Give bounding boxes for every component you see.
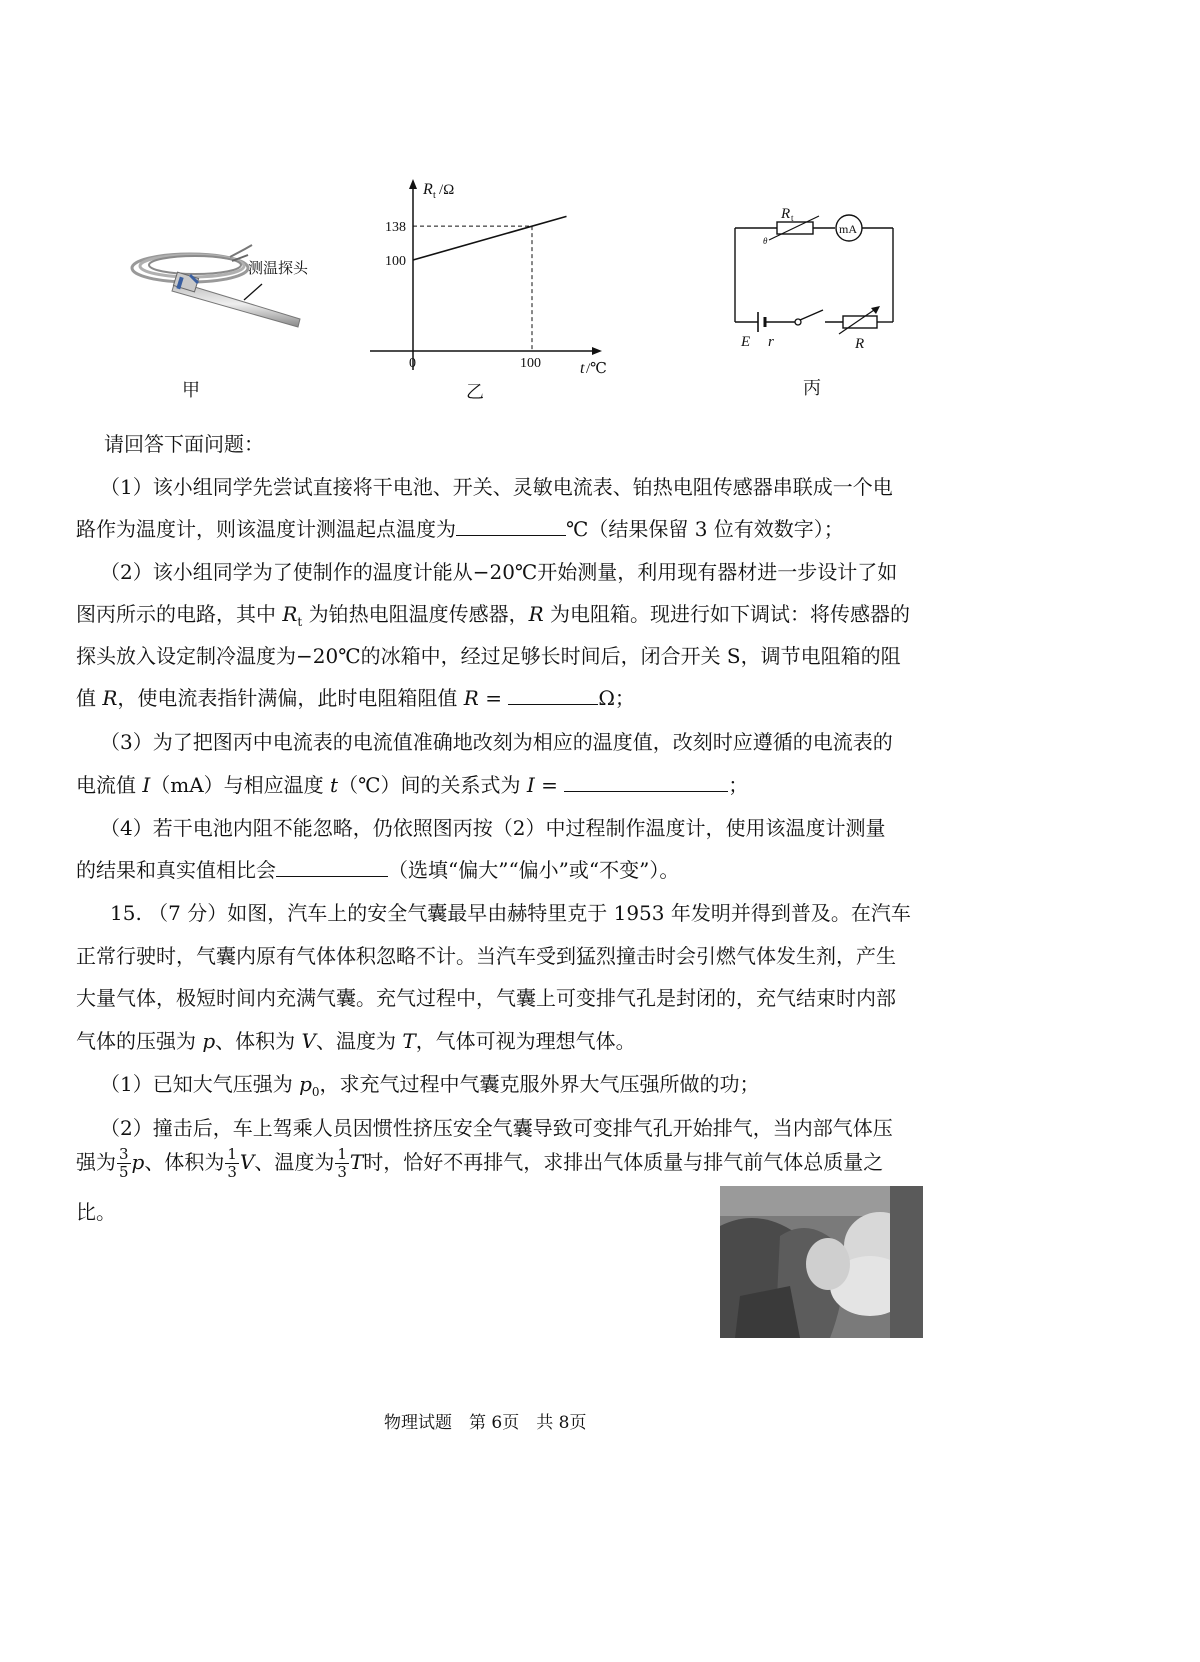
airbag-photo [720, 1186, 923, 1338]
symbol-r: R [528, 602, 544, 626]
theta-label: θ [763, 236, 768, 246]
q15-sub2-text-b: 、体积为 [144, 1150, 225, 1174]
symbol-p0: p [299, 1072, 312, 1096]
q14-part2-line1: （2）该小组同学为了使制作的温度计能从−20℃开始测量，利用现有器材进一步设计了如 [100, 560, 898, 584]
x-axis-unit: /℃ [586, 361, 607, 377]
origin-label: 0 [409, 356, 416, 371]
answer-blank-2[interactable] [508, 686, 598, 705]
rt-t-line [413, 216, 567, 260]
symbol-p0-sub: 0 [311, 1085, 320, 1099]
answer-blank-4[interactable] [276, 858, 388, 877]
symbol-r-3: R [463, 686, 479, 710]
q14-part2-text-f: Ω； [598, 686, 635, 710]
answer-blank-1[interactable] [456, 517, 566, 536]
q15-sub1 [100, 1068, 760, 1099]
q14-part2-line4 [76, 682, 635, 711]
y-tick-label-138: 138 [385, 220, 406, 236]
q14-part2-text-c: 为电阻箱。现进行如下调试：将传感器的 [543, 602, 911, 626]
internal-r-label: r [768, 334, 774, 350]
rt-label-sub: t [791, 213, 794, 223]
fraction-three-fifths [117, 1146, 131, 1181]
frac3-denominator: 3 [337, 1163, 347, 1181]
q15-sub1-text-a: （1）已知大气压强为 [100, 1072, 300, 1096]
equals-sign: = [478, 686, 509, 710]
rt-label: R [781, 206, 791, 222]
q14-part1-line1: （1）该小组同学先尝试直接将干电池、开关、灵敏电流表、铂热电阻传感器串联成一个电 [100, 475, 893, 499]
frac3-numerator: 1 [337, 1145, 347, 1163]
y-tick-label-100: 100 [385, 254, 406, 269]
figure-yi-graph [360, 170, 640, 390]
caption-bing: 丙 [803, 378, 821, 399]
q14-part1-text-b: ℃（结果保留 3 位有效数字）； [566, 517, 844, 541]
frac1-denominator: 5 [119, 1163, 129, 1181]
probe-label: 测温探头 [248, 259, 309, 277]
q14-part1-line2 [76, 513, 844, 542]
q14-part3-line1: （3）为了把图丙中电流表的电流值准确地改刻为相应的温度值，改刻时应遵循的电流表的 [100, 730, 893, 754]
fraction-one-third-t [335, 1146, 349, 1181]
q14-part2-text-d: 值 [76, 686, 103, 710]
symbol-p: p [202, 1029, 216, 1053]
x-axis-label: t [580, 360, 585, 377]
y-axis-label: R [423, 181, 433, 198]
q14-part4-line1: （4）若干电池内阻不能忽略，仍依照图丙按（2）中过程制作温度计，使用该温度计测量 [100, 816, 886, 840]
q14-part2-text-e: ，使电流表指针满偏，此时电阻箱阻值 [117, 686, 464, 710]
q15-text-a: 气体的压强为 [76, 1029, 203, 1053]
switch-lever [800, 310, 823, 320]
fraction-one-third-v [225, 1146, 239, 1181]
symbol-r-2: R [102, 686, 118, 710]
page-footer: 物理试题 第 6页 共 8页 [384, 1413, 587, 1433]
q14-part3-text-c: （℃）间的关系式为 [338, 773, 527, 797]
q15-sub2-text-c: 、温度为 [254, 1150, 335, 1174]
caption-jia: 甲 [182, 380, 200, 401]
q15-sub2-line3: 比。 [76, 1200, 116, 1224]
symbol-temp-t-2: T [349, 1150, 364, 1174]
q14-part4-text-a: 的结果和真实值相比会 [76, 858, 276, 882]
q14-part3-text-b: （mA）与相应温度 [150, 773, 331, 797]
q14-part2-line3: 探头放入设定制冷温度为−20℃的冰箱中，经过足够长时间后，闭合开关 S，调节电阻箱的阻 [76, 644, 901, 668]
symbol-rt: R [282, 602, 298, 626]
q15-sub1-text-b: ，求充气过程中气囊克服外界大气压强所做的功； [319, 1072, 760, 1096]
y-axis-unit: /Ω [439, 182, 455, 198]
symbol-rt-sub: t [297, 615, 303, 629]
rt-t-chart [360, 170, 640, 390]
resistance-box-r [843, 316, 877, 328]
symbol-v-2: V [239, 1150, 255, 1174]
q15-text-c: 、温度为 [315, 1029, 403, 1053]
answer-blank-3[interactable] [564, 773, 728, 792]
rheostat-label: R [855, 336, 865, 350]
x-tick-label-100: 100 [520, 356, 541, 371]
frac2-denominator: 3 [227, 1163, 237, 1181]
equals-sign-2: = [534, 773, 565, 797]
q14-intro: 请回答下面问题： [104, 432, 264, 456]
q15-line1: 15. （7 分）如图，汽车上的安全气囊最早由赫特里克于 1953 年发明并得到普及。在汽车 [110, 901, 911, 925]
emf-label: E [741, 334, 751, 350]
q14-part3-line2 [76, 769, 748, 798]
symbol-i-2: I [526, 773, 535, 797]
q15-sub2-text-d: 时，恰好不再排气，求排出气体质量与排气前气体总质量之 [363, 1150, 884, 1174]
q14-part3-text-d: ； [728, 773, 749, 797]
frac2-numerator: 1 [227, 1145, 237, 1163]
q14-part2-text-a: 图丙所示的电路，其中 [76, 602, 283, 626]
symbol-p-2: p [131, 1150, 145, 1174]
symbol-t: t [330, 773, 339, 797]
circuit-diagram [725, 200, 905, 350]
symbol-i: I [142, 773, 151, 797]
q15-line4 [76, 1025, 636, 1054]
symbol-temp-t: T [402, 1029, 416, 1053]
q14-part2-text-b: 为铂热电阻温度传感器， [302, 602, 529, 626]
q14-part1-text-a: 路作为温度计，则该温度计测温起点温度为 [76, 517, 456, 541]
q14-part4-text-b: （选填“偏大”“偏小”或“不变”）。 [388, 858, 680, 882]
y-axis-label-sub: t [433, 190, 436, 201]
q14-part4-line2 [76, 854, 679, 883]
caption-yi: 乙 [466, 382, 484, 403]
x-axis-arrow [592, 347, 602, 355]
q14-part2-line2 [76, 598, 910, 629]
q14-part3-text-a: 电流值 [76, 773, 143, 797]
q15-sub2-line1: （2）撞击后，车上驾乘人员因惯性挤压安全气囊导致可变排气孔开始排气，当内部气体压 [100, 1116, 893, 1140]
q15-line3: 大量气体，极短时间内充满气囊。充气过程中，气囊上可变排气孔是封闭的，充气结束时内部 [76, 986, 896, 1010]
q15-line2: 正常行驶时，气囊内原有气体体积忽略不计。当汽车受到猛烈撞击时会引燃气体发生剂，产生 [76, 944, 896, 968]
y-axis-arrow [409, 179, 417, 189]
q15-text-b: 、体积为 [215, 1029, 302, 1053]
meter-label: mA [839, 222, 857, 236]
figure-bing-circuit [725, 200, 905, 350]
frac1-numerator: 3 [119, 1145, 129, 1163]
q15-sub2-line2 [76, 1146, 883, 1181]
q15-sub2-text-a: 强为 [76, 1150, 116, 1174]
q15-text-d: ，气体可视为理想气体。 [415, 1029, 636, 1053]
symbol-v: V [301, 1029, 316, 1053]
